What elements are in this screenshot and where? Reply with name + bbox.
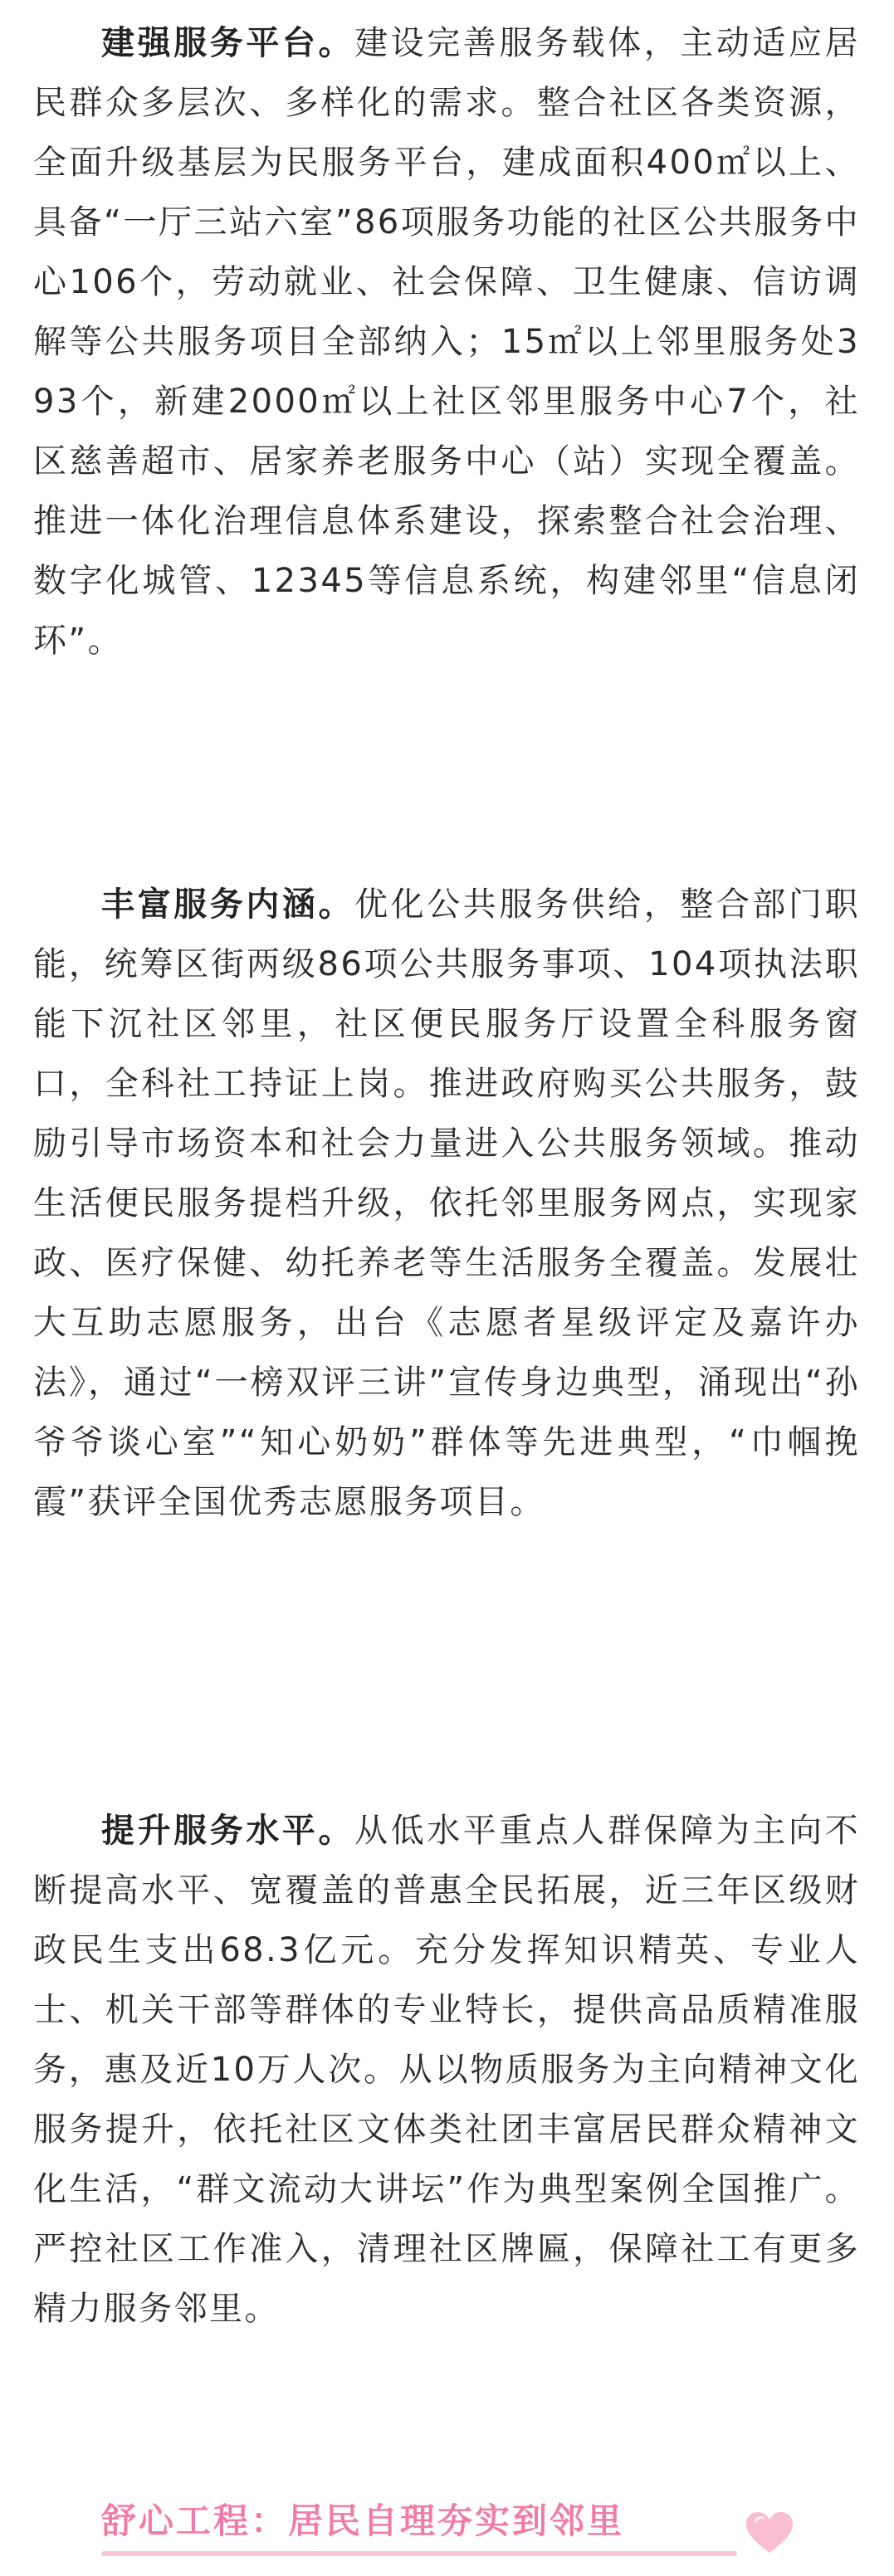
paragraph-service-level: [33, 1801, 860, 2339]
heading-underline: [101, 2551, 737, 2556]
paragraph-text: 优化公共服务供给，整合部门职能，统筹区街两级86项公共服务事项、104项执法职能下沉社区邻里，社区便民服务厅设置全科服务窗口，全科社工持证上岗。推进政府购买公共服务，鼓励引导市场资本和社会力量进入公共服务领域。推动生活便民服务提档升级，依托邻里服务网点，实现家政、医疗保健、幼托养老等生活服务全覆盖。发展壮大互助志愿服务，出台《志愿者星级评定及嘉许办法》，通过“一榜双评三讲”宣传身边典型，涌现出“孙爷爷谈心室”“知心奶奶”群体等先进典型，“巾帼挽霞”获评全国优秀志愿服务项目。: [33, 886, 860, 1521]
section-heading-text: 舒心工程：居民自理夯实到邻里: [101, 2500, 625, 2541]
section-heading: [0, 2488, 894, 2563]
paragraph-lead: 丰富服务内涵。: [101, 886, 355, 924]
paragraph-text: 从低水平重点人群保障为主向不断提高水平、宽覆盖的普惠全民拓展，近三年区级财政民生支出68.3亿元。充分发挥知识精英、专业人士、机关干部等群体的专业特长，提供高品质精准服务，惠及近10万人次。从以物质服务为主向精神文化服务提升，依托社区文体类社团丰富居民群众精神文化生活，“群文流动大讲坛”作为典型案例全国推广。严控社区工作准入，清理社区牌匾，保障社工有更多精力服务邻里。: [33, 1812, 860, 2328]
paragraph-platform: [33, 13, 860, 671]
paragraph-text: 建设完善服务载体，主动适应居民群众多层次、多样化的需求。整合社区各类资源，全面升级基层为民服务平台，建成面积400㎡以上、具备“一厅三站六室”86项服务功能的社区公共服务中心106个，劳动就业、社会保障、卫生健康、信访调解等公共服务项目全部纳入；15㎡以上邻里服务处393个，新建2000㎡以上社区邻里服务中心7个，社区慈善超市、居家养老服务中心（站）实现全覆盖。推进一体化治理信息体系建设，探索整合社会治理、数字化城管、12345等信息系统，构建邻里“信息闭环”。: [33, 24, 860, 660]
paragraph-connotation: [33, 875, 860, 1532]
heart-icon: [744, 2510, 795, 2556]
paragraph-lead: 建强服务平台。: [101, 24, 355, 62]
paragraph-lead: 提升服务水平。: [101, 1812, 355, 1850]
